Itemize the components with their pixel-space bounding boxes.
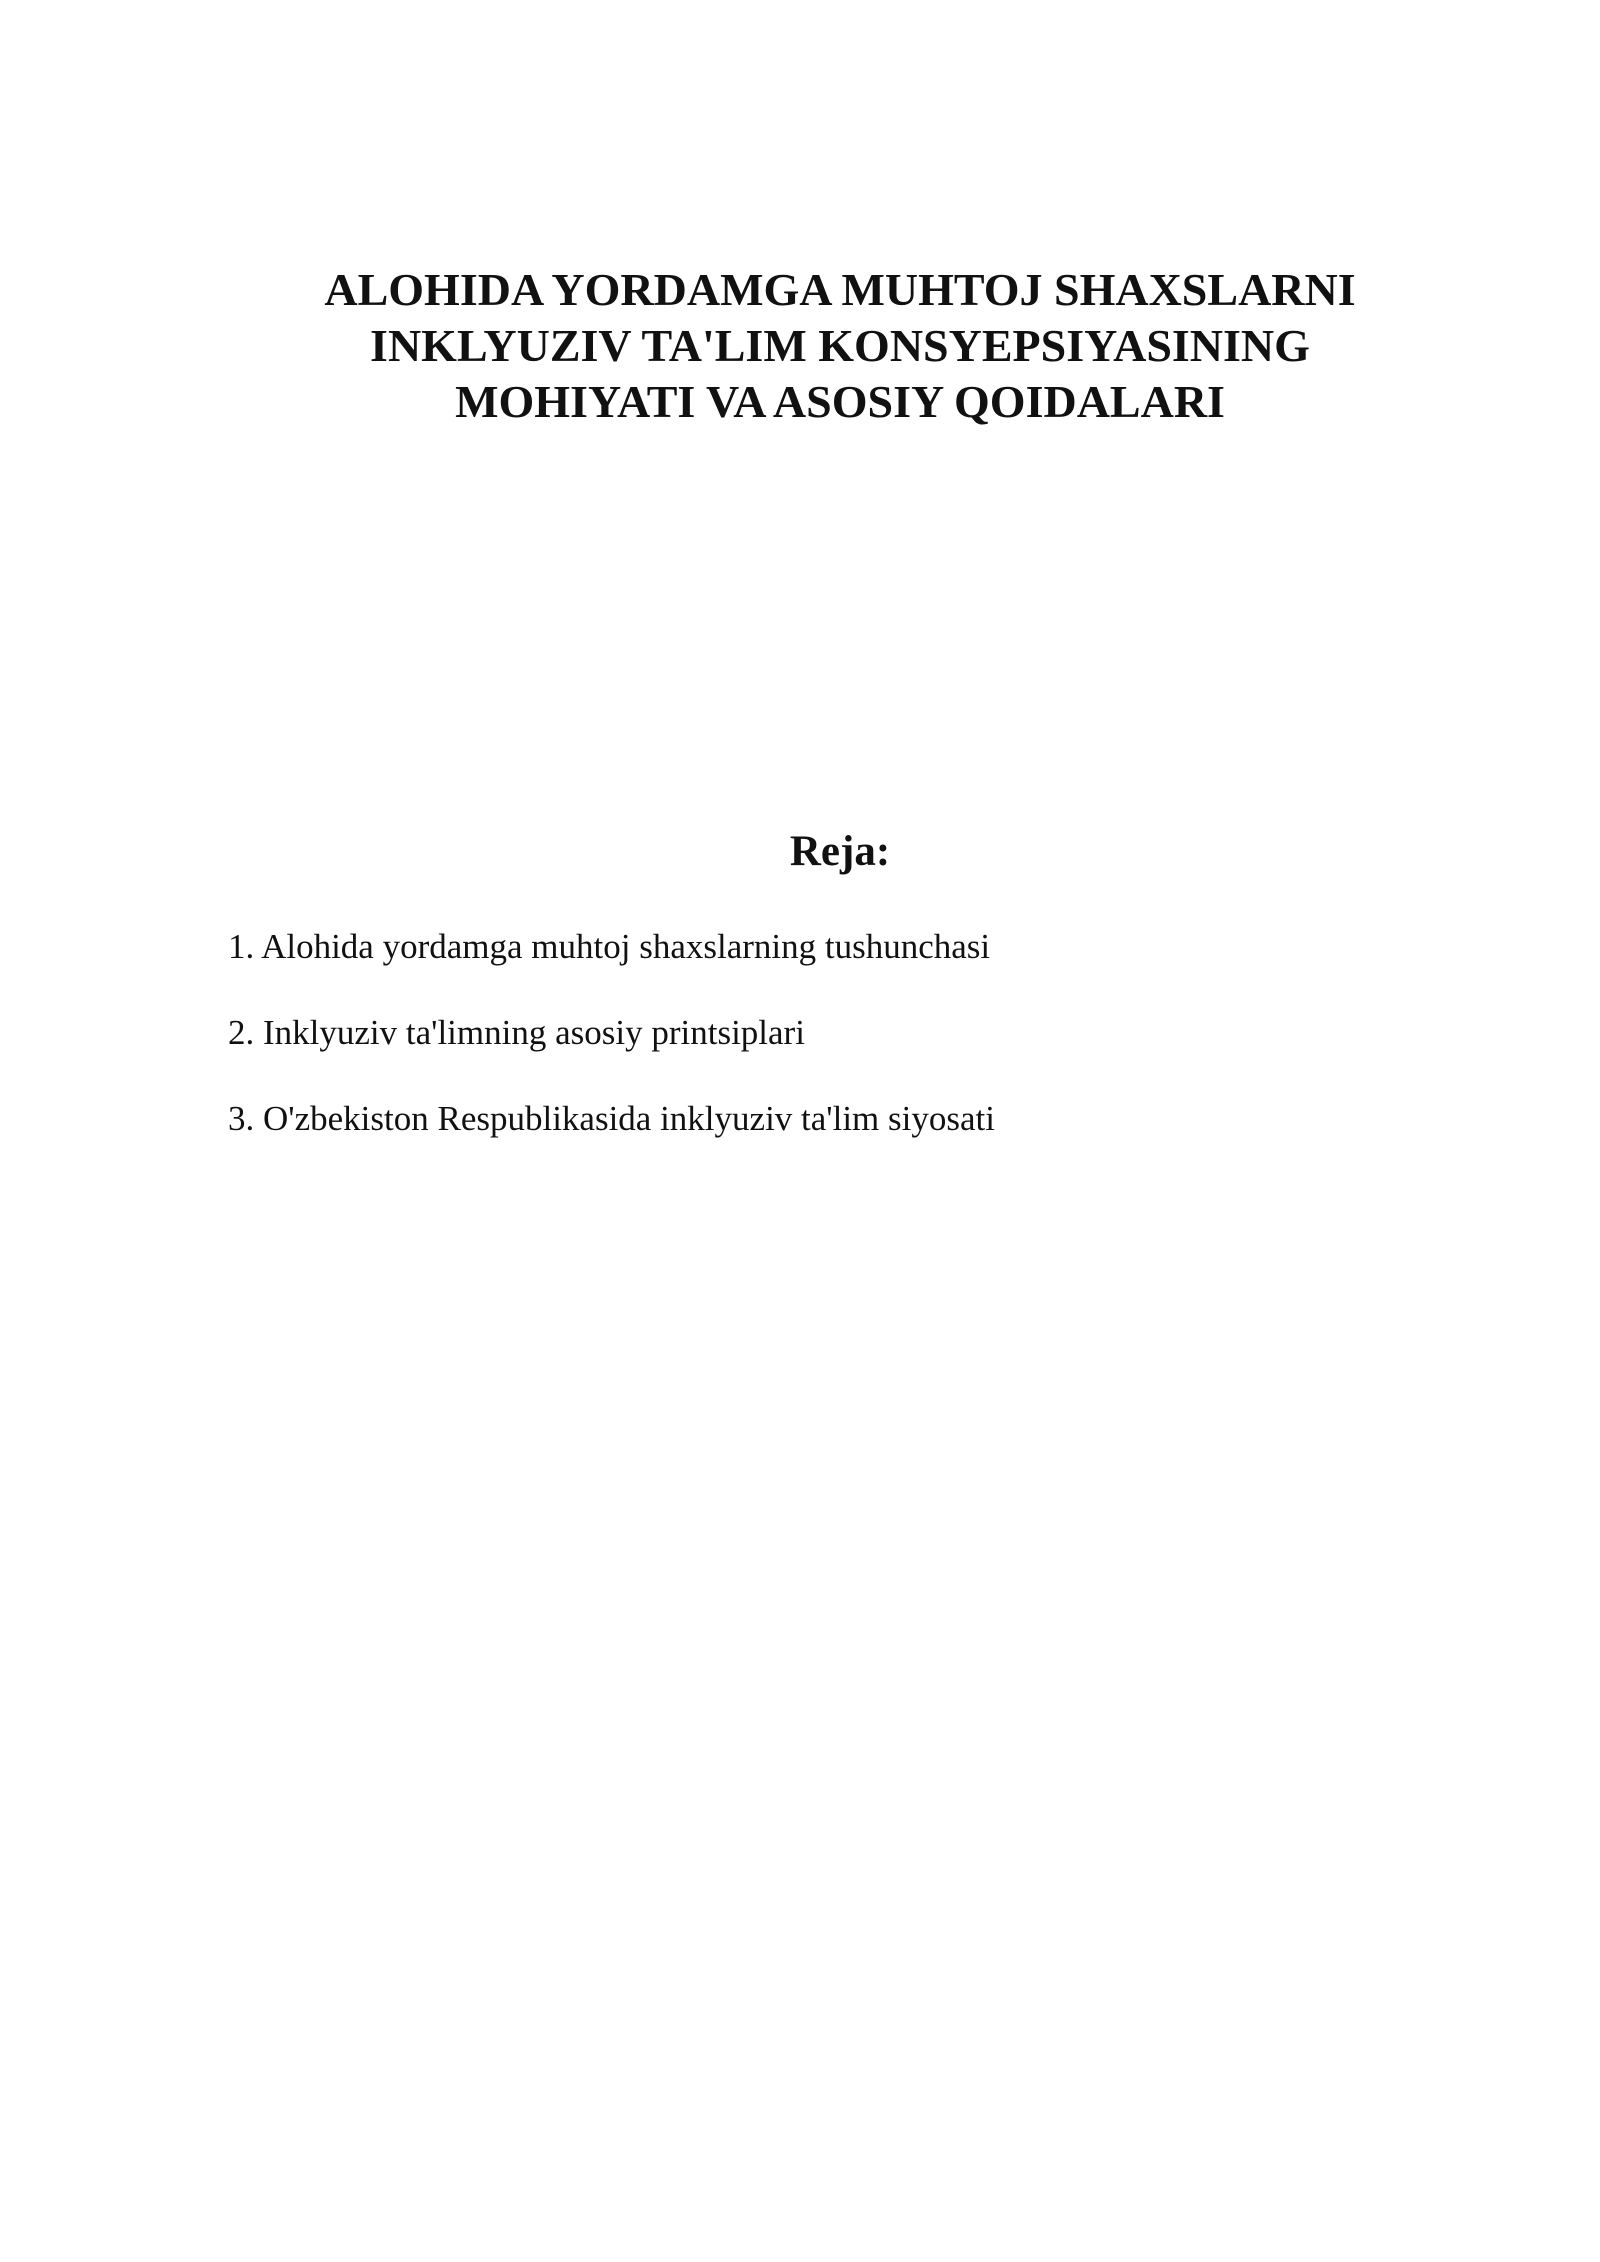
plan-heading: Reja: bbox=[789, 828, 891, 875]
title-line: MOHIYATI VA ASOSIY QOIDALARI bbox=[455, 376, 1225, 427]
title-line: ALOHIDA YORDAMGA MUHTOJ SHAXSLARNI bbox=[324, 264, 1356, 315]
plan-item: 3. O'zbekiston Respublikasida inklyuziv ta'lim siyosati bbox=[228, 1099, 995, 1138]
plan-item: 2. Inklyuziv ta'limning asosiy printsiplari bbox=[228, 1013, 805, 1052]
title-line: INKLYUZIV TA'LIM KONSYEPSIYASINING bbox=[370, 320, 1310, 371]
plan-item: 1. Alohida yordamga muhtoj shaxslarning tushunchasi bbox=[228, 927, 991, 966]
plan-list bbox=[228, 922, 995, 1180]
document-title bbox=[200, 262, 1480, 430]
